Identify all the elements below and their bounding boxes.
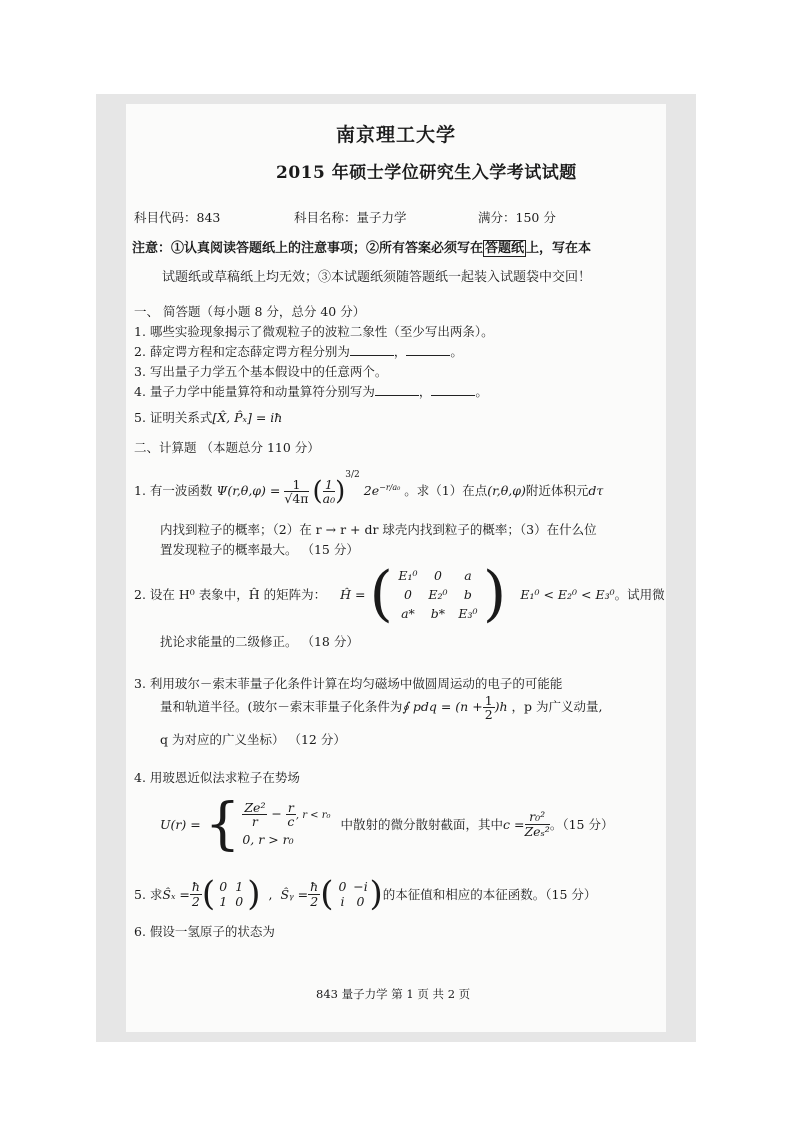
frac-c xyxy=(525,810,550,837)
frac-1-a0 xyxy=(323,478,335,505)
s2-q2-text: 2. 设在 H⁰ 表象中，Ĥ 的矩阵为： xyxy=(134,587,327,602)
case1-cond: , r < r₀ xyxy=(295,810,331,821)
s2-q2-after: 。试用微 xyxy=(614,587,665,602)
c-den: Zeₛ² xyxy=(524,823,550,839)
s1-q4-end: 。 xyxy=(475,384,488,399)
s2-q3-line1: 3. 利用玻尔－索末菲量子化条件计算在均匀磁场中做圆周运动的电子的可能能 xyxy=(134,676,563,691)
hamiltonian-matrix-cell: 0 xyxy=(403,586,412,602)
case1-num: Ze² xyxy=(244,799,266,815)
case1-den: r xyxy=(251,814,258,829)
s2-q1-text: 1. 有一波函数 xyxy=(134,483,213,498)
hbar-y: ħ xyxy=(310,879,319,895)
frac-r-c xyxy=(286,801,296,828)
section1-heading: 一、 简答题（每小题 8 分，总分 40 分） xyxy=(134,304,366,319)
case1-num2: r xyxy=(287,799,294,815)
wavefunction-psi: Ψ(r,θ,φ) = xyxy=(216,483,281,498)
score-value: 150 分 xyxy=(515,210,556,225)
score-label: 满分： xyxy=(478,210,516,225)
blank-3 xyxy=(375,384,419,396)
sy-paren-close: ) xyxy=(369,874,383,914)
s2-q1-after2: 附近体积元 xyxy=(525,483,589,498)
half-num: 1 xyxy=(484,693,493,708)
piecewise-brace: { xyxy=(204,791,241,857)
frac2-den: a₀ xyxy=(322,491,336,506)
notice-line1-pre: 注意：①认真阅读答题纸上的注意事项；②所有答案必须写在 xyxy=(132,241,484,256)
sx-paren-close: ) xyxy=(247,874,261,914)
case-1: $\frac{\text{Ze²}}{r}$ − $\frac{r}{c}$ , r < r₀ xyxy=(244,799,331,829)
hamiltonian-matrix-cell: b* xyxy=(430,605,446,621)
s2-q3-post: ，p 为广义动量, xyxy=(507,699,603,715)
s1-q2-end: 。 xyxy=(450,344,463,359)
paren-close: ) xyxy=(335,476,346,507)
sx-paren-open: ( xyxy=(201,874,216,914)
s2-q2-line2: 扰论求能量的二级修正。 （18 分） xyxy=(160,634,359,649)
s1-q1: 1. 哪些实验现象揭示了微观粒子的波粒二象性（至少写出两条）。 xyxy=(134,324,494,339)
hbar-x: ħ xyxy=(191,879,200,895)
s2-q1-line2: 内找到粒子的概率；（2）在 r → r + dr 球壳内找到粒子的概率；（3）在什么位 xyxy=(160,522,597,537)
subject-name xyxy=(294,208,407,226)
sx-matrix-cell: 0 xyxy=(219,879,228,894)
s1-q5-text: 5. 证明关系式 xyxy=(134,410,213,425)
sy-paren-open: ( xyxy=(320,874,334,914)
frac1-num: 1 xyxy=(284,478,308,492)
frac-half xyxy=(483,694,495,721)
s2-q4-score: 。（15 分） xyxy=(549,817,614,832)
hamiltonian-matrix-cell: E₂⁰ xyxy=(428,586,448,602)
hamiltonian-label: Ĥ = xyxy=(340,586,366,602)
blank-4 xyxy=(431,384,475,396)
answer-sheet-box: 答题纸 xyxy=(485,241,525,256)
c-num: r₀² xyxy=(525,810,550,824)
subject-score xyxy=(478,208,556,226)
s2-q1-line1 xyxy=(134,470,603,507)
two-y: 2 xyxy=(310,893,319,909)
sx-matrix xyxy=(215,879,247,909)
s1-q4-sep: ， xyxy=(418,384,432,399)
sx-label: Ŝₓ = xyxy=(162,886,190,902)
s2-q1-after: 。求（1）在点 xyxy=(404,483,488,498)
hamiltonian-matrix-cell: a xyxy=(464,567,472,583)
blank-2 xyxy=(406,344,450,356)
name-value: 量子力学 xyxy=(356,210,407,225)
frac-ze2-r xyxy=(242,801,267,828)
hamiltonian-matrix-cell: b xyxy=(463,586,472,602)
notice-line-2: 试题纸或草稿纸上均无效；③本试题纸须随答题纸一起装入试题袋中交回！ xyxy=(162,270,592,285)
s2-q5-post: 的本征值和相应的本征函数。（15 分） xyxy=(382,887,597,902)
hamiltonian-matrix-cell: 0 xyxy=(433,567,442,583)
frac2-num: 1 xyxy=(323,478,335,492)
matrix-paren-open: ( xyxy=(369,559,393,629)
s1-q4 xyxy=(134,382,488,400)
s2-q3-text: 量和轨道半径。(玻尔－索末菲量子化条件为 xyxy=(160,699,403,715)
exp-base: 2e xyxy=(363,483,380,498)
exponent-3-2: 3/2 xyxy=(345,470,360,480)
s2-q4-mid: 中散射的微分散射截面，其中 xyxy=(340,817,504,832)
subject-meta xyxy=(134,208,220,226)
code-label: 科目代码： xyxy=(134,210,197,225)
piecewise-cases xyxy=(242,801,330,847)
s2-q4-potential xyxy=(160,792,613,856)
case-2: 0, r > r₀ xyxy=(242,832,294,848)
sx-matrix-cell: 1 xyxy=(235,879,244,894)
hamiltonian-matrix-cell: a* xyxy=(401,605,415,621)
university-title: 南京理工大学 xyxy=(336,124,457,146)
s2-q4-line1: 4. 用玻恩近似法求粒子在势场 xyxy=(134,770,300,785)
sy-matrix-cell: −i xyxy=(353,879,368,894)
s2-q5-text: 5. 求 xyxy=(134,887,163,902)
frac-hbar-2-y xyxy=(308,880,320,907)
s1-q2 xyxy=(134,342,463,360)
c-label: c = xyxy=(503,816,525,832)
two-x: 2 xyxy=(191,893,200,909)
sy-label: Ŝᵧ = xyxy=(280,886,309,902)
notice-line1-post: 上，写在本 xyxy=(526,241,592,256)
sx-matrix-cell: 0 xyxy=(235,894,244,909)
matrix-paren-close: ) xyxy=(482,559,507,629)
s2-q2-line1 xyxy=(134,560,665,628)
sy-matrix-cell: i xyxy=(340,894,345,909)
point-coord: (r,θ,φ) xyxy=(487,483,526,498)
case1-den2: c xyxy=(287,814,295,829)
exam-title: 2015 年硕士学位研究生入学考试试题 xyxy=(276,163,577,183)
s2-q3-line2 xyxy=(160,694,603,721)
frac-1-sqrt4pi xyxy=(284,478,308,505)
blank-1 xyxy=(350,344,394,356)
volume-element: dτ xyxy=(588,483,604,498)
frac1-den: √4π xyxy=(284,491,309,506)
s2-q1-line3: 置发现粒子的概率最大。 （15 分） xyxy=(160,542,359,557)
paren-open: ( xyxy=(312,476,323,507)
s2-q5-line xyxy=(134,874,596,914)
energy-order: E₁⁰ < E₂⁰ < E₃⁰ xyxy=(520,586,615,602)
code-value: 843 xyxy=(196,210,221,225)
hamiltonian-matrix xyxy=(393,568,483,621)
quantization-end: )h xyxy=(494,699,508,715)
sy-matrix xyxy=(333,879,369,909)
section2-heading: 二、计算题 （本题总分 110 分） xyxy=(134,440,320,455)
exp-exponent: −r/a₀ xyxy=(379,482,401,492)
sx-matrix-cell: 1 xyxy=(219,894,228,909)
hamiltonian-matrix-cell: E₁⁰ xyxy=(398,567,418,583)
s1-q2-sep: ， xyxy=(393,344,407,359)
s1-q3: 3. 写出量子力学五个基本假设中的任意两个。 xyxy=(134,364,388,379)
s1-q4-text: 4. 量子力学中能量算符和动量算符分别写为 xyxy=(134,384,375,399)
s2-q3-line3: q 为对应的广义坐标） （12 分） xyxy=(160,732,346,747)
quantization-integral: ∮ pdq = (n + xyxy=(402,699,483,715)
s1-q5 xyxy=(134,408,282,426)
sy-matrix-cell: 0 xyxy=(356,894,365,909)
notice-line-1 xyxy=(132,237,591,256)
exam-page xyxy=(126,104,666,1032)
potential-label: U(r) = xyxy=(160,816,201,832)
sy-matrix-cell: 0 xyxy=(338,879,347,894)
page-footer: 843 量子力学 第 1 页 共 2 页 xyxy=(316,987,471,1001)
hamiltonian-matrix-cell: E₃⁰ xyxy=(458,605,478,621)
s1-q2-text: 2. 薛定谔方程和定态薛定谔方程分别为 xyxy=(134,344,350,359)
commutator-formula: [X̂, P̂ₓ] = iħ xyxy=(212,410,283,425)
comma-sep: , xyxy=(268,886,273,902)
frac-hbar-2-x xyxy=(190,880,202,907)
s2-q6: 6. 假设一氢原子的状态为 xyxy=(134,924,275,939)
half-den: 2 xyxy=(484,707,493,723)
name-label: 科目名称： xyxy=(294,210,357,225)
